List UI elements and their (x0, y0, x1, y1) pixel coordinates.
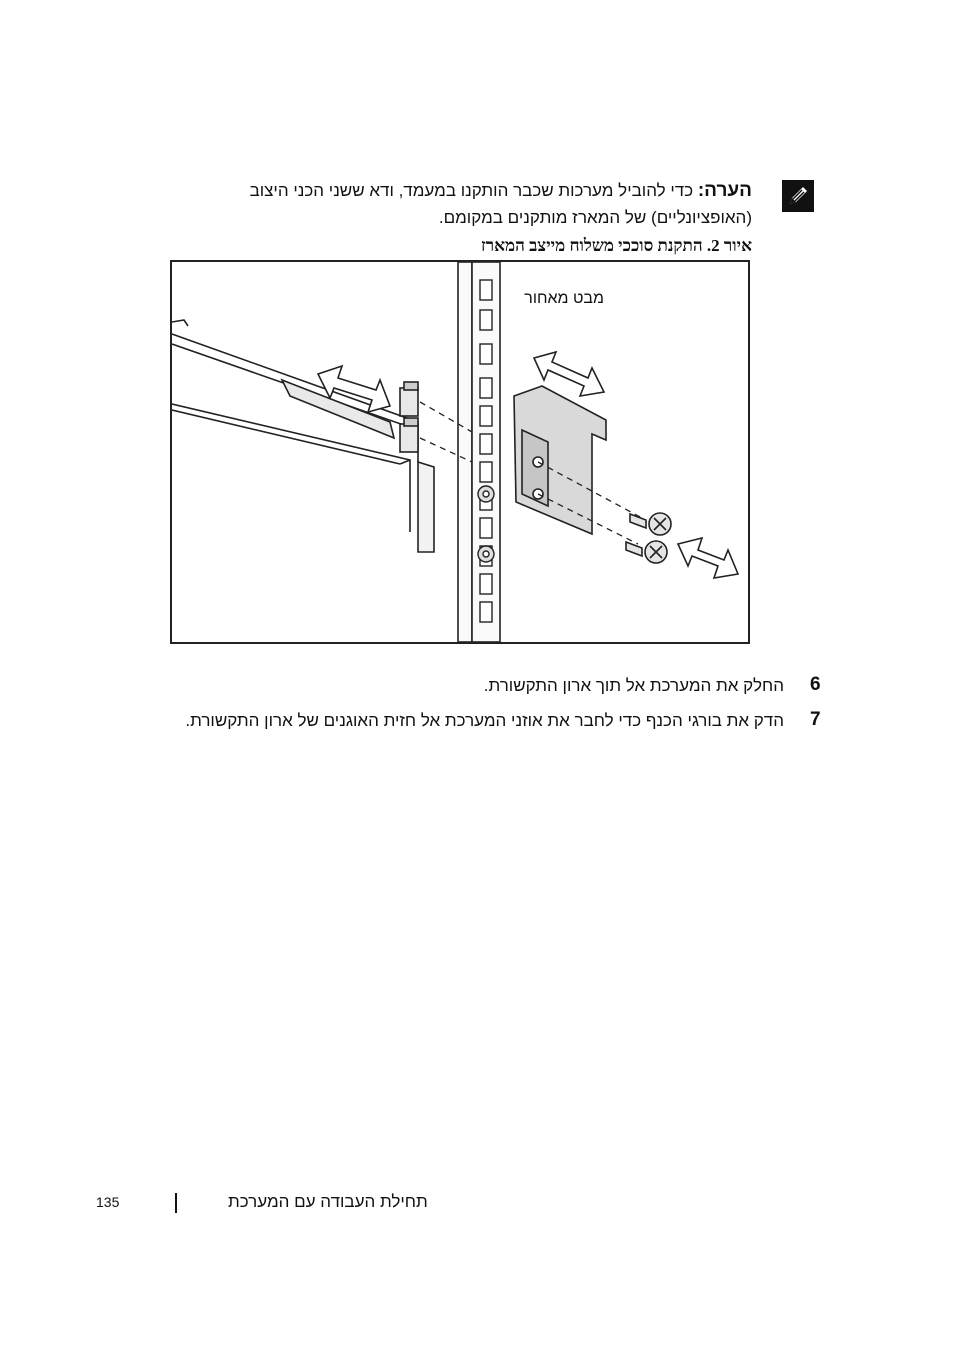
step-number: 6 (810, 674, 821, 695)
note-line-1: כדי להוביל מערכות שכבר הותקנו במעמד, ודא ששני הכני היצוב (249, 181, 694, 200)
note-line-2: (האופציונליים) של המארז מותקנים במקומם. (438, 208, 752, 227)
footer-divider (175, 1193, 177, 1213)
note-text (172, 177, 752, 231)
note-label: הערה: (697, 180, 752, 201)
figure-caption: איור 2. התקנת סוככי משלוח מייצב המארז (481, 236, 752, 255)
pencil-note-icon (782, 180, 814, 212)
page-number: 135 (96, 1194, 120, 1210)
rack-stabilizer-illustration (170, 260, 750, 644)
rear-view-label: מבט מאחור (524, 290, 604, 307)
footer-title: תחילת העבודה עם המערכת (228, 1192, 428, 1211)
step-number: 7 (810, 709, 821, 730)
step-text: הדק את בורגי הכנף כדי לחבר את אוזני המערכת אל חזית האוגנים של ארון התקשורת. (185, 711, 784, 730)
step-text: החלק את המערכת אל תוך ארון התקשורת. (483, 676, 784, 695)
